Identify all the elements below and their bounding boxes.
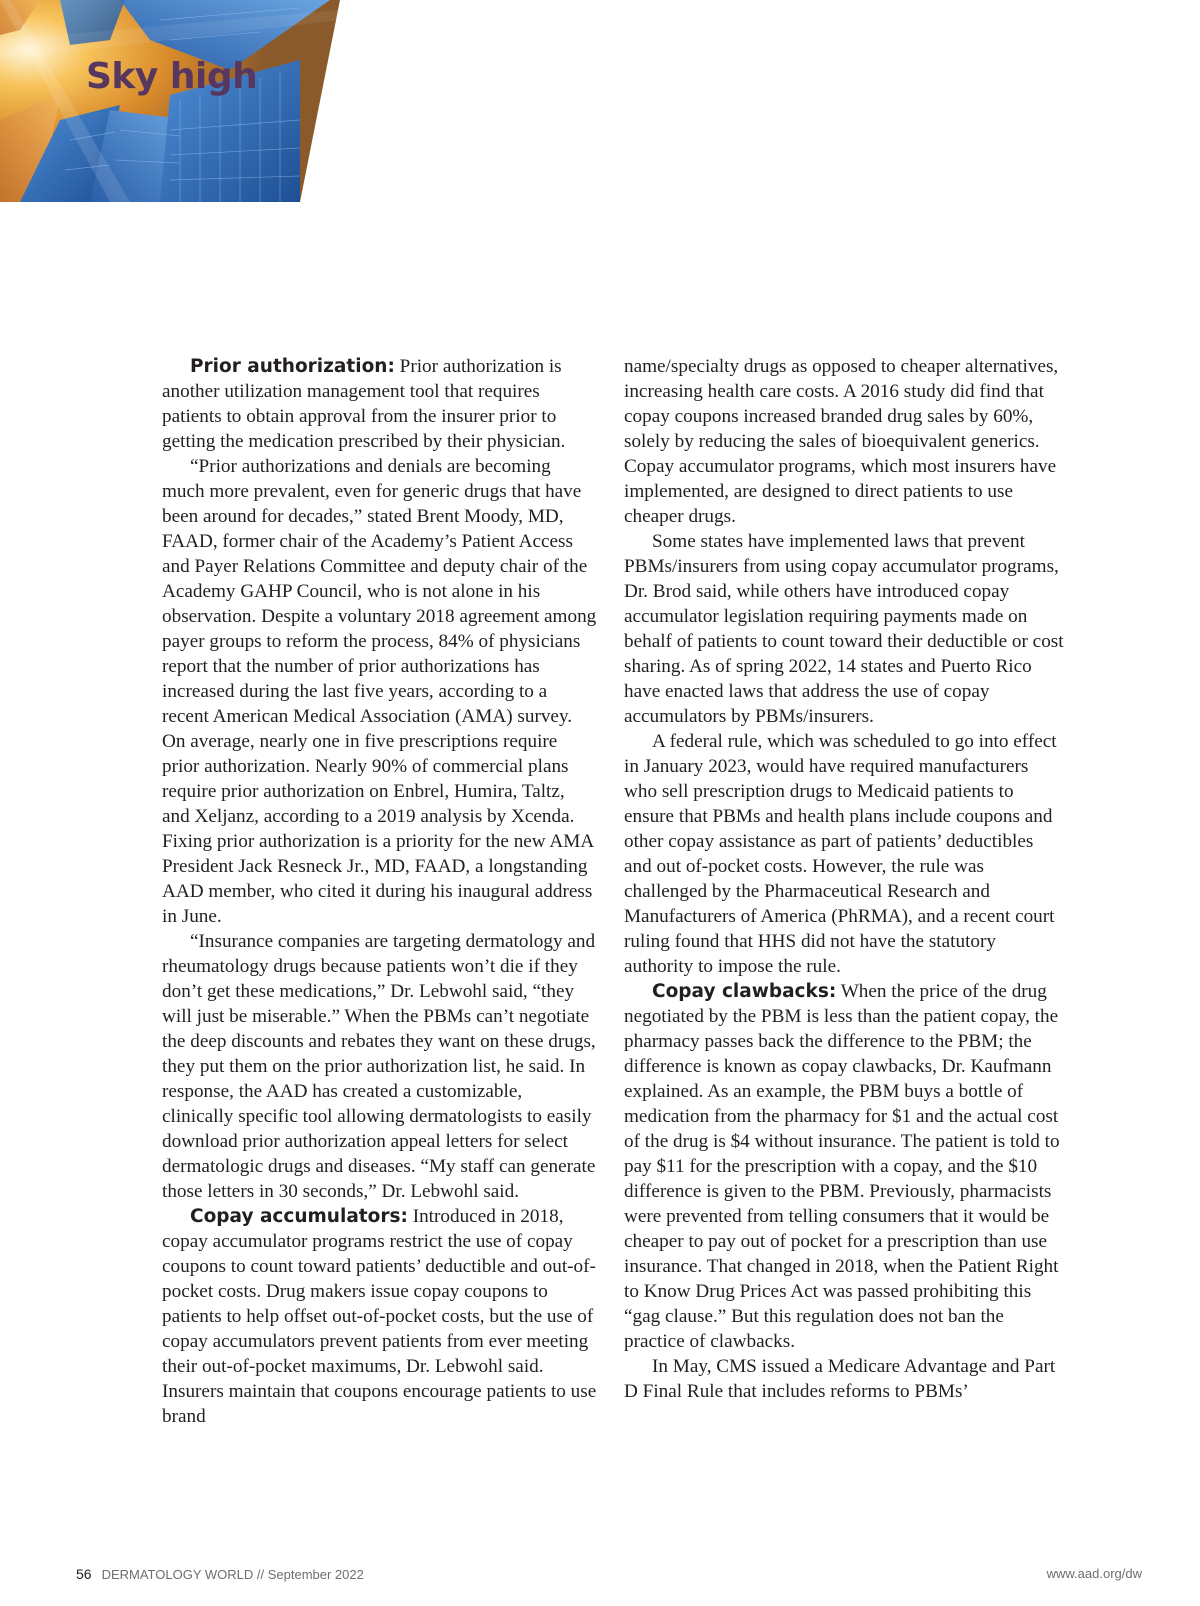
paragraph: Some states have implemented laws that prevent PBMs/insurers from using copay accumulator programs, Dr. Brod said, while others have introduced copay accumulator legislation requiring payments made on behalf of patients to count toward their deductible or cost sharing. As of spring 2022, 14 states and Puerto Rico have enacted laws that address the use of copay accumulators by PBMs/insurers. <box>624 531 1064 727</box>
paragraph-prior-authorization <box>162 354 597 454</box>
paragraph: In May, CMS issued a Medicare Advantage and Part D Final Rule that includes reforms to PBMs’ <box>624 1356 1056 1402</box>
page-number: 56 <box>76 1566 92 1582</box>
paragraph-copay-accumulators <box>162 1204 597 1429</box>
paragraph-copay-clawbacks <box>624 979 1064 1354</box>
paragraph-text: When the price of the drug negotiated by the PBM is less than the patient copay, the pharmacy passes back the difference to the PBM; the difference is known as copay clawbacks, Dr. Kaufmann explained. As an example, the PBM buys a bottle of medication from the pharmacy for $1 and the actual cost of the drug is $4 without insurance. The patient is told to pay $11 for the prescription with a copay, and the $10 difference is given to the PBM. Previously, pharmacists were prevented from telling consumers that it would be cheaper to pay out of pocket for a prescription than use insurance. That changed in 2018, when the Patient Right to Know Drug Prices Act was passed prohibiting this “gag clause.” But this regulation does not ban the practice of clawbacks. <box>624 981 1060 1352</box>
paragraph-continued: name/specialty drugs as opposed to cheaper alternatives, increasing health care costs. A 2016 study did find that copay coupons increased branded drug sales by 60%, solely by reducing the sales of bioequivalent generics. Copay accumulator programs, which most insurers have implemented, are designed to direct patients to use cheaper drugs. <box>624 356 1059 527</box>
paragraph: “Insurance companies are targeting dermatology and rheumatology drugs because patients won’t die if they don’t get these medications,” Dr. Lebwohl said, “they will just be miserable.” When the PBMs can’t negotiate the deep discounts and rebates they want on these drugs, they put them on the prior authorization list, he said. In response, the AAD has created a customizable, clinically specific tool allowing dermatologists to easily download prior authorization appeal letters for select dermatologic drugs and diseases. “My staff can generate those letters in 30 seconds,” Dr. Lebwohl said. <box>162 931 596 1202</box>
footer-url: www.aad.org/dw <box>1046 1566 1142 1581</box>
footer-left <box>76 1566 364 1582</box>
subhead-copay-clawbacks: Copay clawbacks: <box>652 981 837 1002</box>
paragraph: A federal rule, which was scheduled to go into effect in January 2023, would have required manufacturers who sell prescription drugs to Medicaid patients to ensure that PBMs and health plans include coupons and other copay assistance as part of patients’ deductibles and out of-pocket costs. However, the rule was challenged by the Pharmaceutical Research and Manufacturers of America (PhRMA), and a recent court ruling found that HHS did not have the statutory authority to impose the rule. <box>624 731 1057 977</box>
left-column <box>162 354 597 1429</box>
right-column <box>624 354 1064 1404</box>
paragraph-text: Introduced in 2018, copay accumulator programs restrict the use of copay coupons to count toward patients’ deductible and out-of-pocket costs. Drug makers issue copay coupons to patients to help offset out-of-pocket costs, but the use of copay accumulators prevent patients from ever meeting their out-of-pocket maximums, Dr. Lebwohl said. Insurers maintain that coupons encourage patients to use brand <box>162 1206 597 1427</box>
skyscrapers-illustration <box>0 0 340 202</box>
article-body <box>0 354 1200 1534</box>
publication-info: DERMATOLOGY WORLD // September 2022 <box>101 1567 364 1582</box>
paragraph-text: Prior authorization is another utilization management tool that requires patients to obtain approval from the insurer prior to getting the medication prescribed by their physician. <box>162 356 566 452</box>
subhead-copay-accumulators: Copay accumulators: <box>190 1206 408 1227</box>
paragraph: “Prior authorizations and denials are becoming much more prevalent, even for generic drugs that have been around for decades,” stated Brent Moody, MD, FAAD, former chair of the Academy’s Patient Access and Payer Relations Committee and deputy chair of the Academy GAHP Council, who is not alone in his observation. Despite a voluntary 2018 agreement among payer groups to reform the process, 84% of physicians report that the number of prior authorizations has increased during the last five years, according to a recent American Medical Association (AMA) survey. On average, nearly one in five prescriptions require prior authorization. Nearly 90% of commercial plans require prior authorization on Enbrel, Humira, Taltz, and Xeljanz, according to a 2019 analysis by Xcenda. Fixing prior authorization is a priority for the new AMA President Jack Resneck Jr., MD, FAAD, a longstanding AAD member, who cited it during his inaugural address in June. <box>162 456 597 927</box>
subhead-prior-authorization: Prior authorization: <box>190 356 395 377</box>
header-skyscraper-image <box>0 0 340 202</box>
section-title: Sky high <box>86 56 258 97</box>
